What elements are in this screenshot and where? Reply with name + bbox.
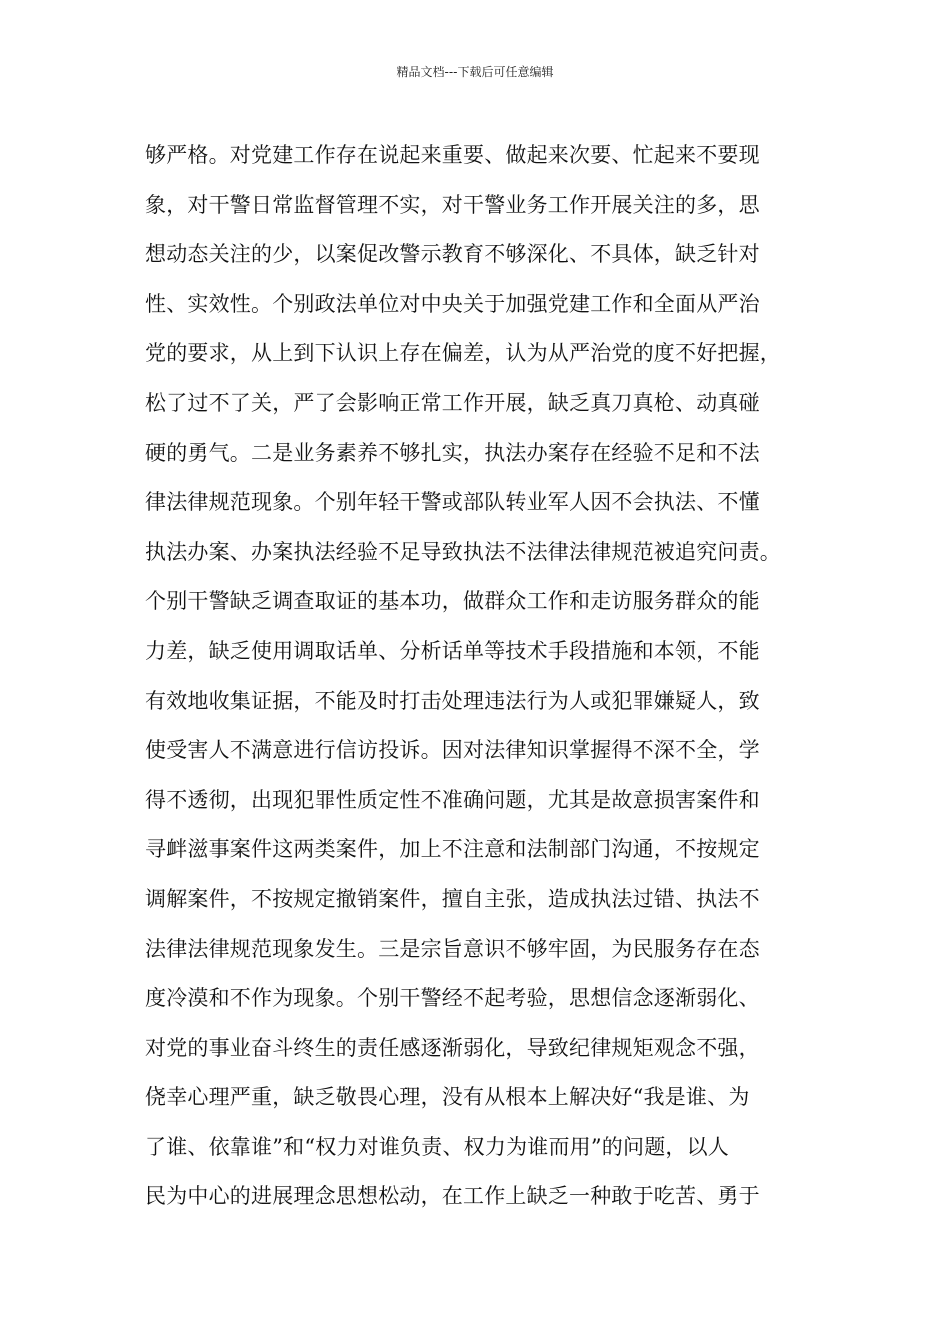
text-line: 民为中心的进展理念思想松动，在工作上缺乏一种敢于吃苦、勇于 (145, 1184, 760, 1209)
text-line: 性、实效性。个别政法单位对中央关于加强党建工作和全面从严治 (145, 291, 760, 316)
text-line: 了谁、依靠谁”和“权力对谁负责、权力为谁而用”的问题，以人 (145, 1134, 730, 1159)
text-line: 法律法律规范现象发生。三是宗旨意识不够牢固，为民服务存在态 (145, 936, 760, 961)
page-header: 精品文档---下载后可任意编辑 (396, 65, 554, 79)
text-line: 想动态关注的少，以案促改警示教育不够深化、不具体，缺乏针对 (145, 242, 760, 267)
text-line: 侥幸心理严重，缺乏敬畏心理，没有从根本上解决好“我是谁、为 (145, 1085, 750, 1110)
text-line: 使受害人不满意进行信访投诉。因对法律知识掌握得不深不全，学 (145, 738, 760, 763)
text-line: 有效地收集证据，不能及时打击处理违法行为人或犯罪嫌疑人，致 (145, 688, 760, 713)
text-line: 律法律规范现象。个别年轻干警或部队转业军人因不会执法、不懂 (145, 490, 760, 515)
text-line: 执法办案、办案执法经验不足导致执法不法律法律规范被追究问责。 (145, 539, 781, 564)
text-line: 个别干警缺乏调查取证的基本功，做群众工作和走访服务群众的能 (145, 589, 760, 614)
text-line: 松了过不了关，严了会影响正常工作开展，缺乏真刀真枪、动真碰 (145, 390, 760, 415)
text-line: 得不透彻，出现犯罪性质定性不准确问题，尤其是故意损害案件和 (145, 787, 760, 812)
body-text (145, 131, 825, 1222)
text-line: 党的要求，从上到下认识上存在偏差，认为从严治党的度不好把握， (145, 341, 781, 366)
text-line: 硬的勇气。二是业务素养不够扎实，执法办案存在经验不足和不法 (145, 440, 760, 465)
text-line: 调解案件，不按规定撤销案件，擅自主张，造成执法过错、执法不 (145, 886, 760, 911)
text-line: 度冷漠和不作为现象。个别干警经不起考验，思想信念逐渐弱化、 (145, 986, 760, 1011)
text-line: 象，对干警日常监督管理不实，对干警业务工作开展关注的多，思 (145, 192, 760, 217)
text-line: 寻衅滋事案件这两类案件，加上不注意和法制部门沟通，不按规定 (145, 837, 760, 862)
text-line: 力差，缺乏使用调取话单、分析话单等技术手段措施和本领，不能 (145, 638, 760, 663)
text-line: 对党的事业奋斗终生的责任感逐渐弱化，导致纪律规矩观念不强， (145, 1035, 760, 1060)
text-line: 够严格。对党建工作存在说起来重要、做起来次要、忙起来不要现 (145, 143, 760, 167)
